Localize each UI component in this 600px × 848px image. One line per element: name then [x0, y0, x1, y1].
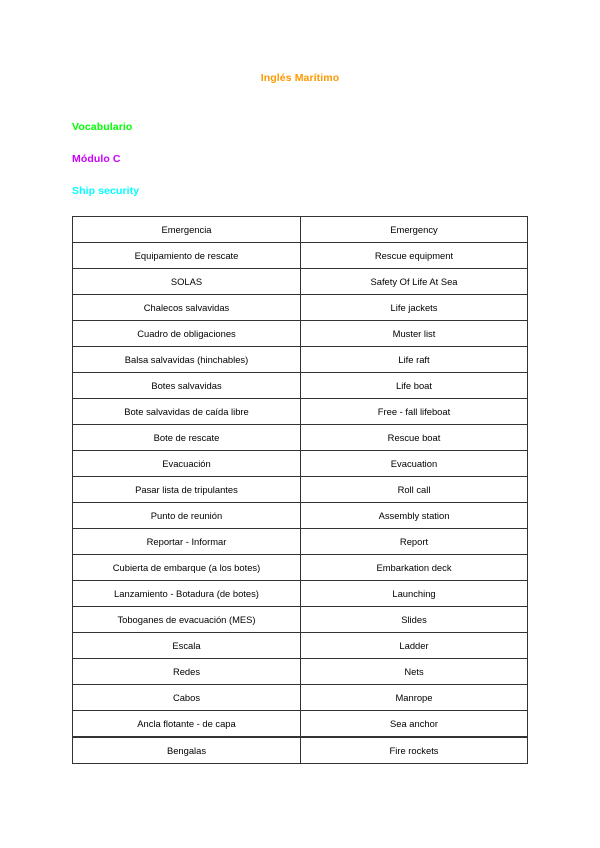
cell-english: Emergency — [301, 217, 528, 243]
cell-english: Embarkation deck — [301, 555, 528, 581]
cell-spanish: Pasar lista de tripulantes — [73, 477, 301, 503]
cell-spanish: Bengalas — [73, 738, 301, 764]
cell-spanish: Chalecos salvavidas — [73, 295, 301, 321]
table-row — [73, 581, 528, 607]
cell-english: Roll call — [301, 477, 528, 503]
table-row — [73, 295, 528, 321]
table-row — [73, 477, 528, 503]
cell-spanish: Redes — [73, 659, 301, 685]
cell-english: Manrope — [301, 685, 528, 711]
heading-modulo: Módulo C — [72, 153, 121, 165]
cell-spanish: Reportar - Informar — [73, 529, 301, 555]
cell-spanish: SOLAS — [73, 269, 301, 295]
table-row — [73, 503, 528, 529]
table-row — [73, 711, 528, 737]
table-row — [73, 685, 528, 711]
cell-english: Sea anchor — [301, 711, 528, 737]
cell-english: Life jackets — [301, 295, 528, 321]
cell-english: Free - fall lifeboat — [301, 399, 528, 425]
vocabulary-table-extra-body — [73, 738, 528, 764]
cell-english: Nets — [301, 659, 528, 685]
cell-spanish: Evacuación — [73, 451, 301, 477]
table-row — [73, 399, 528, 425]
vocabulary-table-extra — [72, 737, 528, 764]
cell-spanish: Cubierta de embarque (a los botes) — [73, 555, 301, 581]
cell-spanish: Botes salvavidas — [73, 373, 301, 399]
cell-english: Muster list — [301, 321, 528, 347]
cell-spanish: Emergencia — [73, 217, 301, 243]
cell-english: Rescue boat — [301, 425, 528, 451]
page-title: Inglés Marítimo — [260, 72, 340, 84]
table-row — [73, 738, 528, 764]
table-row — [73, 269, 528, 295]
cell-spanish: Equipamiento de rescate — [73, 243, 301, 269]
table-row — [73, 659, 528, 685]
cell-spanish: Toboganes de evacuación (MES) — [73, 607, 301, 633]
cell-english: Report — [301, 529, 528, 555]
cell-spanish: Lanzamiento - Botadura (de botes) — [73, 581, 301, 607]
table-row — [73, 347, 528, 373]
table-row — [73, 321, 528, 347]
cell-spanish: Cabos — [73, 685, 301, 711]
cell-english: Assembly station — [301, 503, 528, 529]
cell-english: Fire rockets — [301, 738, 528, 764]
cell-english: Launching — [301, 581, 528, 607]
cell-spanish: Punto de reunión — [73, 503, 301, 529]
cell-english: Life boat — [301, 373, 528, 399]
table-row — [73, 529, 528, 555]
cell-english: Life raft — [301, 347, 528, 373]
heading-vocabulario: Vocabulario — [72, 121, 133, 133]
cell-english: Ladder — [301, 633, 528, 659]
heading-ship-security: Ship security — [72, 185, 140, 197]
cell-english: Safety Of Life At Sea — [301, 269, 528, 295]
vocabulary-table-main-body — [73, 217, 528, 737]
cell-spanish: Bote salvavidas de caída libre — [73, 399, 301, 425]
table-row — [73, 217, 528, 243]
vocabulary-table-main — [72, 216, 528, 737]
table-row — [73, 373, 528, 399]
table-row — [73, 425, 528, 451]
cell-spanish: Ancla flotante - de capa — [73, 711, 301, 737]
cell-spanish: Cuadro de obligaciones — [73, 321, 301, 347]
table-row — [73, 451, 528, 477]
table-row — [73, 607, 528, 633]
table-row — [73, 633, 528, 659]
cell-spanish: Bote de rescate — [73, 425, 301, 451]
cell-spanish: Escala — [73, 633, 301, 659]
table-row — [73, 555, 528, 581]
cell-english: Rescue equipment — [301, 243, 528, 269]
table-row — [73, 243, 528, 269]
cell-spanish: Balsa salvavidas (hinchables) — [73, 347, 301, 373]
cell-english: Evacuation — [301, 451, 528, 477]
cell-english: Slides — [301, 607, 528, 633]
